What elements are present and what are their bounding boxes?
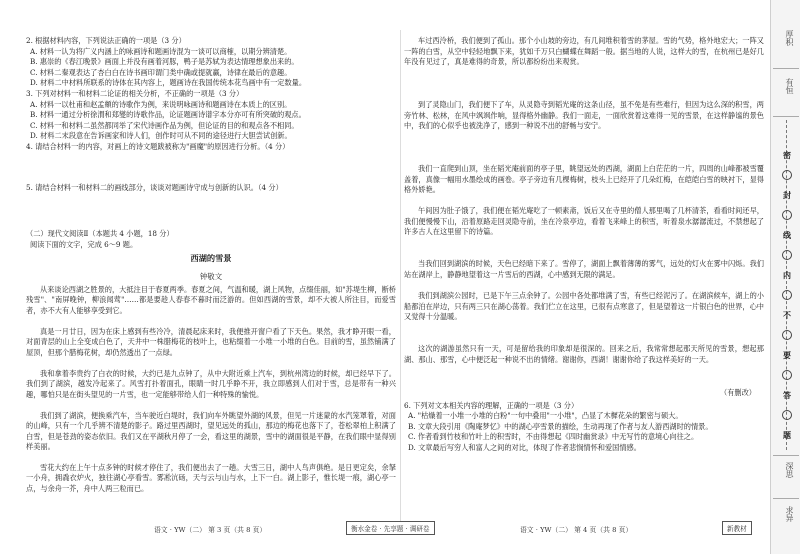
binding-divider: [773, 455, 799, 456]
binding-margin: [770, 0, 800, 554]
question-6-stem: 6. 下列对文本相关内容的理解，正确的一项是（3 分）: [404, 400, 579, 410]
seal-circle: [782, 210, 792, 220]
seal-circle: [782, 170, 792, 180]
seal-char: 线: [783, 230, 791, 240]
q3-option-c: C. 材料一和材料二虽然都同举了宋代诗画作品为例，但论证的目的和观点各不相同。: [30, 120, 299, 130]
right-column: [404, 36, 764, 454]
q3-option-b: B. 材料一通过分析徐渭和郑燮的诗歌作品，论证题画诗谱字本分亦可有所突破的观点。: [30, 110, 306, 120]
essay-title: 西湖的雪景: [190, 253, 232, 264]
essay-paragraph: 午间因为肚子饿了，我们便在韬光庵吃了一顿素斋，饭后又在寺里的僧人那里喝了几杯清茶，看看时间还早，我们便慢慢下山，沿着原路走回灵隐寺前，坐在冷泉亭边，看着飞来峰上的积雪，听着泉水潺潺流过，不禁想起了许多古人在这里留下的诗篇。: [404, 206, 764, 237]
essay-paragraph: 我们到了湖滨，便换乘汽车，当车驶近白堤时，我们向车外眺望外湖的风景，但见一片迷蒙的水汽笼罩着，对面的山峰，只有一个几乎辨不清楚的影子。路过里西湖时，望见远处的孤山，那边的梅花也落下了，苍松翠柏上积满了白雪，但是苍劲的姿态依旧。我们又在平湖秋月停了一会，看这里的湖景，雪中的湖面很是平静，在我们眼中显得别样美丽。: [26, 410, 396, 452]
q6-option-a: A. "枯燥着一小堆一小堆的白粉"一句中叠用"一小堆"，凸显了木樨花朵的繁密与硕大。: [408, 411, 683, 421]
right-badge: 新教材: [722, 521, 752, 535]
essay-paragraph: 到了灵隐山门，我们便下了车，从灵隐寺到韬光庵的这条山径，虽不免是有些难行，但因为这么深的积雪，两旁竹林、松林，在风中飒飒作响，显得格外幽静。我们一面走，一面欣赏着这难得一见的雪景，在这样静谧的景色中，我们的心似乎也被洗净了，感到一种说不出的舒畅与安宁。: [404, 100, 764, 131]
left-column: [26, 36, 396, 505]
essay-paragraph: 雪花大约在上午十点多钟的时候才停住了，我们便出去了一趟。大雪三日，湖中人鸟声俱绝。是日更定矣，余拏一小舟，拥毳衣炉火，独往湖心亭看雪。雾凇沆砀，天与云与山与水，上下一白。湖上影子，惟长堤一痕，湖心亭一点，与余舟一芥，舟中人两三粒而已。: [26, 462, 396, 493]
q2-option-c: C. 材料二秦观表达了杏白白在诗书画印谓门类中确或提就赢，诗律在最后的意趣。: [30, 67, 292, 77]
seal-circle: [782, 330, 792, 340]
column-divider: [400, 30, 401, 522]
seal-circle: [782, 410, 792, 420]
essay-paragraph: 车过西泠桥，我们便到了孤山。那个小山坡的旁边，有几间堆积着雪的茅屋。雪的气势，格外地宏大；一阵又一阵的白雪，从空中轻轻地飘下来，犹如千万只白蝴蝶在舞蹈一般。据当地的人说，这样大的雪，在杭州已是好几年没有见过了，真是难得的奇景，所以都纷纷出来观赏。: [404, 36, 764, 67]
source-note: （有删改）: [720, 388, 756, 397]
q3-option-d: D. 材料二末段意在告诉画家和诗人们，创作时可从不同的途径进行大胆尝试创新。: [30, 131, 292, 141]
left-footer: 语文 · YW（二） 第 3 页（共 8 页）: [154, 526, 267, 534]
essay-paragraph: 我和拿着李贵约了白衣的时候，大约已是九点钟了，从中大附近乘上汽车，到杭州湾边的时候，却已经早下了。我们到了湖滨，越发冷起来了。风雪打扑着面孔，眼睛一时几乎睁不开，我立即感到人们对于雪，总是带有一种兴趣，哪怕只是在街头望见的一片雪，也一定能够带给人们一种特殊的愉悦。: [26, 368, 396, 399]
question-4: 4. 请结合材料一的内容，对画上的诗文题跋被称为"画魔"的原因进行分析。（4 分）: [26, 141, 290, 151]
seal-circle: [782, 290, 792, 300]
essay-paragraph: 从来谈论西湖之胜景的，大抵注目于春夏两季。春夏之间，气温和暖，湖上风物，点缀佳丽，如"苏堤生柳，断桥残雪"、"南屏晚钟，柳浪闻莺"……都是要趁人春春不暮时而泛游的。但如西湖的雪景，却不大被人所注目，而爱雪者，亦不大有人能够享受到它。: [26, 284, 396, 315]
essay-paragraph: 这次的湖游虽然只有一天，可是留给我的印象却是很深的。回来之后，我常常想起那天所见的雪景，想起那湖、那山、那雪，心中便泛起一种说不出的情绪。谢谢你，西湖！谢谢你给了我这样美好的一天。: [404, 344, 764, 364]
essay-author: 钟敬文: [199, 272, 223, 282]
binding-label: 有恒: [785, 78, 794, 94]
seal-circle: [782, 250, 792, 260]
essay-paragraph: 我们一直爬到山顶，坐在韬光庵前面的亭子里，眺望远处的西湖，湖面上白茫茫的一片，四周的山峰都被雪覆盖着，真像一幅用水墨绘成的画卷。亭子旁边有几棵梅树，枝头上已经开了几朵红梅，在皑皑白雪的映衬下，显得格外娇艳。: [404, 164, 764, 195]
q6-option-b: B. 文章大段引用《陶庵梦忆》中的湖心亭雪景的描绘，生动再现了作者与友人游西湖时的情景。: [408, 421, 713, 431]
binding-divider: [773, 498, 799, 499]
question-5: 5. 请结合材料一和材料二的画线部分，谈谈对题画诗守成与创新的认识。（4 分）: [26, 182, 283, 192]
seal-circle: [782, 370, 792, 380]
essay-paragraph: 当我们回到湖滨的时候，天色已经暗下来了。雪停了，湖面上飘着薄薄的雾气，远处的灯火在雾中闪烁。我们站在湖岸上，静静地望着这一片雪后的西湖，心中感到无限的满足。: [404, 259, 764, 279]
essay-paragraph: 真是一月廿日，因为在床上感到有些冷冷，清晨起床来时，我便推开窗户看了下天色。果然，我才睁开眼一看，对面青层的山上全变成白色了，天井中一株腊梅花的枝叶上，也粘缀着一小堆一小堆的白色。目前的雪，虽然铺满了屋顶，但那个腊梅花树，却仍然透出了一点绿。: [26, 326, 396, 357]
binding-divider: [773, 68, 799, 69]
q3-option-a: A. 材料一以杜甫和赵孟頫的诗歌作为例，来说明咏画诗和题画诗在本质上的区别。: [30, 99, 292, 109]
seal-char: 内: [783, 270, 791, 280]
q2-option-a: A. 材料一认为将广义内涵上的咏画诗和题画诗混为一谈可以商榷，以期分辨清楚。: [30, 46, 292, 56]
binding-label: 厚积: [785, 30, 794, 46]
q2-option-d: D. 材料二中材料所联系的诗体在其内容上，题画诗在我国传统本花鸟画中有一定数量。: [30, 78, 307, 88]
seal-char: 封: [783, 190, 791, 200]
seal-char: 题: [783, 430, 791, 440]
q6-option-d: D. 文章最后写穷人和富人之间的对比，体现了作者悲悯情怀和爱国情感。: [408, 442, 641, 452]
binding-divider: [773, 116, 799, 117]
reading-instruction: 阅读下面的文字，完成 6～9 题。: [30, 239, 138, 249]
section-heading: （二）现代文阅读Ⅱ（本题共 4 小题，18 分）: [26, 229, 174, 239]
seal-char: 要: [783, 350, 791, 360]
binding-label: 求异: [785, 506, 794, 522]
binding-label: 深思: [785, 462, 794, 478]
question-2-stem: 2. 根据材料内容，下列说法正确的一项是（3 分）: [26, 36, 186, 45]
seal-char: 密: [783, 150, 791, 160]
q2-option-b: B. 惠崇的《春江晚景》画面上并没有画着河豚，鸭子是苏轼为表达情理想象出来的。: [30, 57, 299, 67]
center-badge: 衡水金卷 · 先享题 · 调研卷: [346, 521, 435, 535]
right-footer: 语文 · YW（二） 第 4 页（共 8 页）: [520, 526, 633, 534]
question-3-stem: 3. 下列对材料一和材料二论证的相关分析，不正确的一项是（3 分）: [26, 88, 244, 98]
seal-char: 答: [783, 390, 791, 400]
q6-option-c: C. 作者看到竹枝和竹叶上的积雪时，不由得想起《四时幽赏录》中无写竹的意境心向往之。: [408, 432, 699, 442]
essay-paragraph: 我们到湖滨公园时，已是下午三点余钟了。公园中各处都堆满了雪，有些已经泥污了。在湖滨候车，湖上的小船都泊在岸边，只有两三只在湖心荡着。我们伫立在这里，已很有点寒意了，但是望着这一片银白色的世界，心中又觉得十分温暖。: [404, 291, 764, 322]
seal-char: 不: [783, 310, 791, 320]
